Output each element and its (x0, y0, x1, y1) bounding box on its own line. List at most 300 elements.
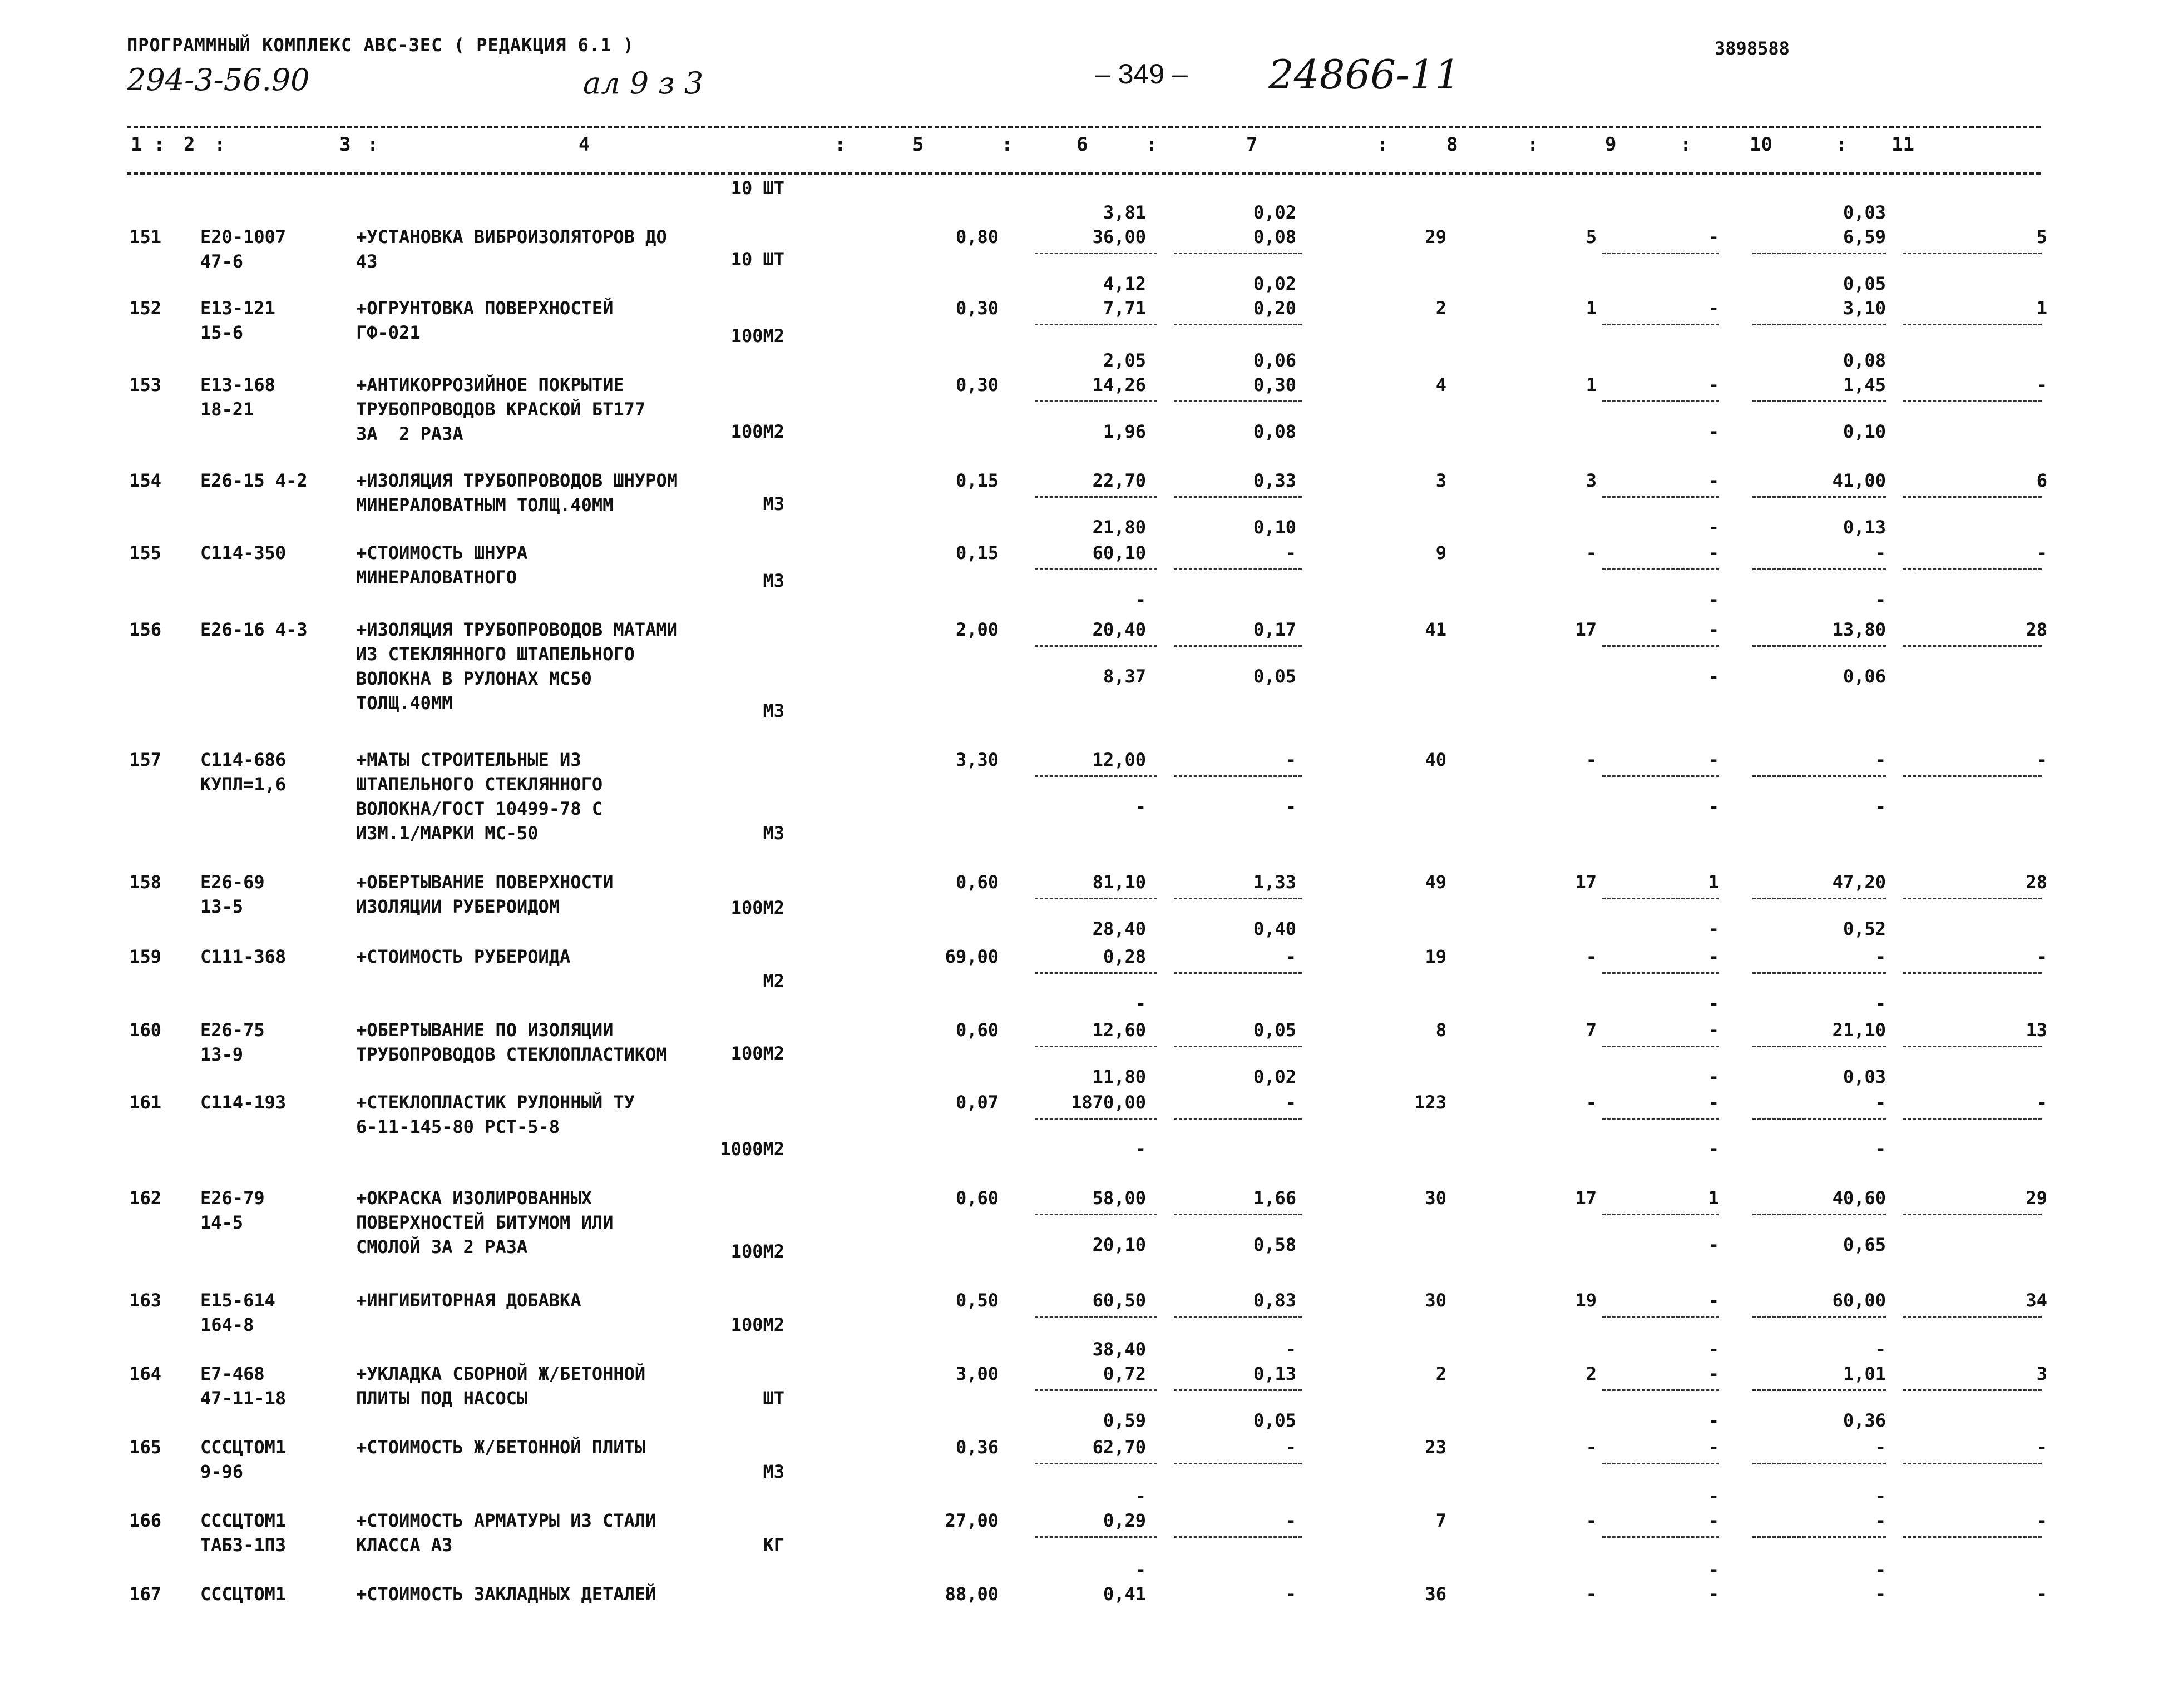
labor-total: 1 (2036, 298, 2047, 319)
hours-divider (1903, 775, 2042, 777)
sub-unit-cost: 20,10 (1092, 1234, 1146, 1255)
row-number: 163 (129, 1290, 161, 1311)
rate-code: С114-686 (200, 749, 287, 770)
total-wages: - (1586, 749, 1597, 770)
labor-total: - (2036, 946, 2047, 967)
hours-divider (1903, 1536, 2042, 1538)
machines-cost: - (1708, 1583, 1719, 1605)
quantity: 0,60 (955, 872, 999, 893)
total-cost: 9 (1435, 542, 1446, 563)
hours-divider (1752, 972, 1886, 974)
sub-unit-cost: 21,80 (1092, 517, 1146, 538)
work-description: +АНТИКОРРОЗИЙНОЕ ПОКРЫТИЕ (356, 374, 624, 395)
unit-cost: 81,10 (1092, 872, 1146, 893)
labor-total: 29 (2026, 1187, 2047, 1209)
labor-total: 34 (2026, 1290, 2047, 1311)
labor-total: - (2036, 1510, 2047, 1531)
work-description: ПОВЕРХНОСТЕЙ БИТУМОМ ИЛИ (356, 1212, 614, 1233)
hours-divider (1903, 1046, 2042, 1047)
unit-label: ШТ (763, 1388, 784, 1409)
labor-hours: - (1875, 1092, 1886, 1113)
hours-divider (1903, 972, 2042, 974)
work-description: КЛАССА АЗ (356, 1534, 453, 1556)
sub-machines: - (1708, 918, 1719, 939)
row-number: 156 (129, 619, 161, 640)
total-cost: 30 (1425, 1187, 1446, 1209)
cost-divider (1035, 496, 1157, 498)
machines-cost: - (1708, 1339, 1719, 1360)
cost-divider (1035, 1389, 1157, 1391)
labor-total: - (2036, 1583, 2047, 1605)
machines-cost: - (1708, 1363, 1719, 1384)
labor-total: 6 (2036, 470, 2047, 491)
machines-cost: - (1708, 1559, 1719, 1580)
rate-code: Е26-15 4-2 (200, 470, 308, 491)
row-number: 161 (129, 1092, 161, 1113)
machines-cost: - (1708, 298, 1719, 319)
unit-label: М3 (763, 700, 784, 721)
hours-divider (1752, 1046, 1886, 1047)
labor-hours: 40,60 (1832, 1187, 1886, 1209)
total-wages: 19 (1575, 1290, 1597, 1311)
hours-divider (1602, 400, 1719, 402)
hours-divider (1752, 496, 1886, 498)
wage-cost: - (1285, 542, 1296, 563)
unit-label: 100М2 (730, 1314, 784, 1335)
work-description: ВОЛОКНА В РУЛОНАХ МС50 (356, 668, 592, 689)
sub-machines: - (1708, 1066, 1719, 1087)
hours-divider (1752, 253, 1886, 254)
cost-divider (1035, 1463, 1157, 1464)
total-cost: 3 (1435, 470, 1446, 491)
wage-cost: 1,66 (1253, 1187, 1296, 1209)
total-wages: 3 (1586, 470, 1597, 491)
hours-divider (1602, 568, 1719, 570)
total-wages: - (1586, 1583, 1597, 1605)
hours-divider (1602, 898, 1719, 899)
wage-cost: 0,02 (1253, 202, 1296, 223)
unit-cost: 38,40 (1092, 1339, 1146, 1360)
sub-labor-hours: 0,36 (1843, 1410, 1886, 1431)
hours-divider (1903, 645, 2042, 647)
cost-divider (1035, 568, 1157, 570)
hours-divider (1602, 1536, 1719, 1538)
wage-cost: 0,30 (1253, 374, 1296, 395)
sub-machines: - (1708, 1234, 1719, 1255)
work-description: СМОЛОЙ ЗА 2 РАЗА (356, 1236, 528, 1258)
total-cost: 40 (1425, 749, 1446, 770)
hours-divider (1752, 324, 1886, 325)
hours-divider (1752, 1118, 1886, 1120)
sub-labor-hours: 0,06 (1843, 666, 1886, 687)
quantity: 2,00 (955, 619, 999, 640)
wage-cost: 0,20 (1253, 298, 1296, 319)
unit-label: 1000М2 (720, 1138, 784, 1160)
wage-cost: 0,05 (1253, 1019, 1296, 1041)
work-description: +УКЛАДКА СБОРНОЙ Ж/БЕТОННОЙ (356, 1363, 646, 1384)
work-description: ЗА 2 РАЗА (356, 423, 463, 444)
total-cost: 19 (1425, 946, 1446, 967)
rate-code: 13-5 (200, 896, 244, 917)
quantity: 0,30 (955, 298, 999, 319)
hours-divider (1752, 1389, 1886, 1391)
unit-cost: 3,81 (1103, 202, 1146, 223)
work-description: +СТОИМОСТЬ Ж/БЕТОННОЙ ПЛИТЫ (356, 1437, 646, 1458)
rate-code: С114-193 (200, 1092, 287, 1113)
work-description: МИНЕРАЛОВАТНЫМ ТОЛЩ.40ММ (356, 494, 614, 516)
cost-divider (1174, 1463, 1302, 1464)
sub-unit-cost: - (1135, 1138, 1146, 1160)
row-number: 155 (129, 542, 161, 563)
labor-hours: - (1875, 1437, 1886, 1458)
labor-hours: - (1875, 1339, 1886, 1360)
labor-total: 5 (2036, 226, 2047, 247)
machines-cost: - (1708, 946, 1719, 967)
machines-cost: - (1708, 1510, 1719, 1531)
hours-divider (1752, 775, 1886, 777)
hours-divider (1602, 645, 1719, 647)
total-cost: 49 (1425, 872, 1446, 893)
unit-label: М3 (763, 570, 784, 591)
row-number: 157 (129, 749, 161, 770)
total-wages: 17 (1575, 872, 1597, 893)
row-number: 160 (129, 1019, 161, 1041)
work-description: ВОЛОКНА/ГОСТ 10499-78 С (356, 798, 603, 819)
unit-cost: 4,12 (1103, 273, 1146, 294)
labor-hours: 60,00 (1832, 1290, 1886, 1311)
labor-total: - (2036, 374, 2047, 395)
sub-machines: - (1708, 796, 1719, 817)
document-code-handwritten: 24866-11 (1268, 51, 1460, 98)
total-cost: 2 (1435, 298, 1446, 319)
column-header-8: 5 (912, 133, 924, 156)
total-cost: 7 (1435, 1510, 1446, 1531)
unit-label: 10 ШТ (730, 177, 784, 199)
cost-divider (1174, 1118, 1302, 1120)
unit-cost: 12,00 (1092, 749, 1146, 770)
total-cost: 2 (1435, 1363, 1446, 1384)
quantity: 0,60 (955, 1019, 999, 1041)
labor-total: - (2036, 1437, 2047, 1458)
total-cost: 41 (1425, 619, 1446, 640)
column-header-2: 2 (184, 133, 195, 156)
row-number: 165 (129, 1437, 161, 1458)
unit-label: М3 (763, 1461, 784, 1482)
labor-total: 28 (2026, 619, 2047, 640)
work-description: +ОБЕРТЫВАНИЕ ПО ИЗОЛЯЦИИ (356, 1019, 614, 1041)
unit-cost: 12,60 (1092, 1019, 1146, 1041)
column-header-15: : (1527, 133, 1539, 156)
unit-label: 100М2 (730, 1043, 784, 1064)
work-description: +СТОИМОСТЬ РУБЕРОИДА (356, 946, 571, 967)
unit-label: 100М2 (730, 897, 784, 918)
sub-wage-cost: 0,40 (1253, 918, 1296, 939)
cost-divider (1174, 496, 1302, 498)
machines-cost: - (1708, 1092, 1719, 1113)
wage-cost: 0,02 (1253, 273, 1296, 294)
sub-unit-cost: 8,37 (1103, 666, 1146, 687)
column-header-12: 7 (1246, 133, 1258, 156)
sub-unit-cost: 11,80 (1092, 1066, 1146, 1087)
column-header-3: : (214, 133, 226, 156)
hours-divider (1903, 253, 2042, 254)
hours-divider (1602, 972, 1719, 974)
row-number: 153 (129, 374, 161, 395)
machines-cost: - (1708, 470, 1719, 491)
work-description: ШТАПЕЛЬНОГО СТЕКЛЯННОГО (356, 774, 603, 795)
unit-cost: 62,70 (1092, 1437, 1146, 1458)
document-number: 3898588 (1715, 38, 1790, 59)
labor-hours: - (1875, 1510, 1886, 1531)
rate-code: Е26-16 4-3 (200, 619, 308, 640)
rate-code: 164-8 (200, 1314, 254, 1335)
wage-cost: - (1285, 749, 1296, 770)
sub-labor-hours: - (1875, 1138, 1886, 1160)
column-header-4: 3 (339, 133, 351, 156)
labor-hours: - (1875, 1583, 1886, 1605)
hours-divider (1752, 1463, 1886, 1464)
quantity: 69,00 (945, 946, 999, 967)
unit-cost: 0,28 (1103, 946, 1146, 967)
sub-unit-cost: - (1135, 589, 1146, 610)
work-description: ИЗ СТЕКЛЯННОГО ШТАПЕЛЬНОГО (356, 643, 635, 665)
column-header-19: : (1836, 133, 1848, 156)
work-description: +ИНГИБИТОРНАЯ ДОБАВКА (356, 1290, 581, 1311)
sub-labor-hours: - (1875, 589, 1886, 610)
cost-divider (1174, 253, 1302, 254)
sub-machines: - (1708, 666, 1719, 687)
wage-cost: - (1285, 1339, 1296, 1360)
labor-hours: 0,05 (1843, 273, 1886, 294)
quantity: 0,50 (955, 1290, 999, 1311)
work-description: +ИЗОЛЯЦИЯ ТРУБОПРОВОДОВ МАТАМИ (356, 619, 678, 640)
unit-label: КГ (763, 1534, 784, 1556)
rate-code: 14-5 (200, 1212, 244, 1233)
unit-cost: 0,29 (1103, 1510, 1146, 1531)
hours-divider (1903, 1389, 2042, 1391)
rate-code: Е20-1007 (200, 226, 287, 247)
unit-label: М2 (763, 971, 784, 992)
sub-labor-hours: - (1875, 796, 1886, 817)
quantity: 3,00 (955, 1363, 999, 1384)
hours-divider (1752, 1214, 1886, 1215)
cost-divider (1035, 400, 1157, 402)
sub-wage-cost: 0,58 (1253, 1234, 1296, 1255)
work-description: ТОЛЩ.40ММ (356, 692, 453, 714)
labor-hours: 41,00 (1832, 470, 1886, 491)
hours-divider (1602, 1118, 1719, 1120)
unit-cost: - (1135, 1559, 1146, 1580)
machines-cost: - (1708, 1486, 1719, 1507)
hours-divider (1602, 1389, 1719, 1391)
work-description: ИЗОЛЯЦИИ РУБЕРОИДОМ (356, 896, 560, 917)
column-header-row (0, 133, 2168, 161)
work-description: +ОКРАСКА ИЗОЛИРОВАННЫХ (356, 1187, 592, 1209)
rate-code: СССЦТОМ1 (200, 1437, 287, 1458)
sub-machines: - (1708, 421, 1719, 442)
column-header-7: : (834, 133, 846, 156)
row-number: 164 (129, 1363, 161, 1384)
labor-total: 13 (2026, 1019, 2047, 1041)
cost-divider (1174, 898, 1302, 899)
sub-machines: - (1708, 1410, 1719, 1431)
cost-divider (1174, 775, 1302, 777)
unit-cost: 0,41 (1103, 1583, 1146, 1605)
total-wages: 7 (1586, 1019, 1597, 1041)
row-number: 158 (129, 872, 161, 893)
unit-label: 100М2 (730, 1241, 784, 1262)
sub-unit-cost: - (1135, 796, 1146, 817)
sub-machines: - (1708, 589, 1719, 610)
sub-labor-hours: 0,10 (1843, 421, 1886, 442)
quantity: 88,00 (945, 1583, 999, 1605)
column-header-13: : (1377, 133, 1389, 156)
work-description: ТРУБОПРОВОДОВ СТЕКЛОПЛАСТИКОМ (356, 1044, 667, 1065)
work-description: +СТОИМОСТЬ ЗАКЛАДНЫХ ДЕТАЛЕЙ (356, 1583, 656, 1605)
quantity: 0,60 (955, 1187, 999, 1209)
header-top-rule (127, 126, 2041, 128)
work-description: ПЛИТЫ ПОД НАСОСЫ (356, 1388, 528, 1409)
labor-total: - (2036, 542, 2047, 563)
labor-hours: - (1875, 749, 1886, 770)
total-cost: 36 (1425, 1583, 1446, 1605)
album-number-handwritten: ал 9 з 3 (583, 66, 704, 101)
hours-divider (1903, 1118, 2042, 1120)
rate-code: 9-96 (200, 1461, 244, 1482)
work-description: 43 (356, 251, 378, 272)
hours-divider (1752, 645, 1886, 647)
unit-cost: 0,72 (1103, 1363, 1146, 1384)
work-description: ГФ-021 (356, 322, 421, 343)
rate-code: Е15-614 (200, 1290, 275, 1311)
hours-divider (1903, 898, 2042, 899)
unit-label: М3 (763, 823, 784, 844)
labor-hours: - (1875, 946, 1886, 967)
cost-divider (1174, 1046, 1302, 1047)
sub-machines: - (1708, 1138, 1719, 1160)
total-wages: 1 (1586, 298, 1597, 319)
unit-cost: 14,26 (1092, 374, 1146, 395)
total-cost: 4 (1435, 374, 1446, 395)
work-description: ИЗМ.1/МАРКИ МС-50 (356, 823, 539, 844)
cost-divider (1035, 775, 1157, 777)
total-wages: 1 (1586, 374, 1597, 395)
hours-divider (1602, 1463, 1719, 1464)
wage-cost: - (1285, 1437, 1296, 1458)
unit-label: 100М2 (730, 325, 784, 346)
total-wages: - (1586, 542, 1597, 563)
unit-cost: 58,00 (1092, 1187, 1146, 1209)
quantity: 0,07 (955, 1092, 999, 1113)
quantity: 0,80 (955, 226, 999, 247)
column-header-20: 11 (1892, 133, 1914, 156)
machines-cost: - (1708, 749, 1719, 770)
hours-divider (1602, 1214, 1719, 1215)
quantity: 0,30 (955, 374, 999, 395)
column-header-6: 4 (579, 133, 590, 156)
total-cost: 30 (1425, 1290, 1446, 1311)
sub-wage-cost: 0,08 (1253, 421, 1296, 442)
rate-code: 15-6 (200, 322, 244, 343)
rate-code: С111-368 (200, 946, 287, 967)
hours-divider (1602, 253, 1719, 254)
unit-cost: 22,70 (1092, 470, 1146, 491)
work-description: +МАТЫ СТРОИТЕЛЬНЫЕ ИЗ (356, 749, 581, 770)
work-description: МИНЕРАЛОВАТНОГО (356, 567, 517, 588)
cost-divider (1035, 898, 1157, 899)
cost-divider (1035, 972, 1157, 974)
sub-unit-cost: 28,40 (1092, 918, 1146, 939)
total-cost: 123 (1414, 1092, 1446, 1113)
rate-code: Е13-121 (200, 298, 275, 319)
hours-divider (1602, 324, 1719, 325)
rate-code: СССЦТОМ1 (200, 1510, 287, 1531)
labor-hours: 1,01 (1843, 1363, 1886, 1384)
total-wages: 5 (1586, 226, 1597, 247)
labor-total: - (2036, 1092, 2047, 1113)
sub-machines: - (1708, 993, 1719, 1014)
labor-hours: 1,45 (1843, 374, 1886, 395)
quantity: 0,36 (955, 1437, 999, 1458)
work-description: ТРУБОПРОВОДОВ КРАСКОЙ БТ177 (356, 399, 646, 420)
unit-cost: 7,71 (1103, 298, 1146, 319)
sub-labor-hours: 0,03 (1843, 1066, 1886, 1087)
machines-cost: - (1708, 619, 1719, 640)
row-number: 167 (129, 1583, 161, 1605)
hours-divider (1903, 1214, 2042, 1215)
wage-cost: 0,33 (1253, 470, 1296, 491)
row-number: 154 (129, 470, 161, 491)
cost-divider (1174, 1214, 1302, 1215)
column-header-14: 8 (1446, 133, 1458, 156)
labor-total: 28 (2026, 872, 2047, 893)
hours-divider (1903, 496, 2042, 498)
unit-cost: 2,05 (1103, 350, 1146, 371)
sub-unit-cost: 1,96 (1103, 421, 1146, 442)
total-wages: - (1586, 946, 1597, 967)
column-header-1: 1 : (131, 133, 165, 156)
rate-code: С114-350 (200, 542, 287, 563)
unit-label: 10 ШТ (730, 249, 784, 270)
cost-divider (1035, 324, 1157, 325)
labor-hours: - (1875, 542, 1886, 563)
cost-divider (1174, 400, 1302, 402)
total-wages: - (1586, 1092, 1597, 1113)
row-number: 159 (129, 946, 161, 967)
column-header-10: 6 (1076, 133, 1088, 156)
row-number: 166 (129, 1510, 161, 1531)
wage-cost: 0,06 (1253, 350, 1296, 371)
row-number: 151 (129, 226, 161, 247)
sub-wage-cost: 0,05 (1253, 1410, 1296, 1431)
cost-divider (1035, 1316, 1157, 1318)
unit-cost: - (1135, 1486, 1146, 1507)
hours-divider (1903, 568, 2042, 570)
labor-hours: 6,59 (1843, 226, 1886, 247)
total-cost: 8 (1435, 1019, 1446, 1041)
sub-labor-hours: 0,65 (1843, 1234, 1886, 1255)
hours-divider (1602, 1316, 1719, 1318)
labor-hours: 0,03 (1843, 202, 1886, 223)
rate-code: 13-9 (200, 1044, 244, 1065)
wage-cost: 0,13 (1253, 1363, 1296, 1384)
wage-cost: 1,33 (1253, 872, 1296, 893)
work-description: +УСТАНОВКА ВИБРОИЗОЛЯТОРОВ ДО (356, 226, 667, 247)
work-description: +ОГРУНТОВКА ПОВЕРХНОСТЕЙ (356, 298, 614, 319)
rate-code: Е7-468 (200, 1363, 265, 1384)
rate-code: ТАБЗ-1ПЗ (200, 1534, 287, 1556)
unit-cost: 60,10 (1092, 542, 1146, 563)
